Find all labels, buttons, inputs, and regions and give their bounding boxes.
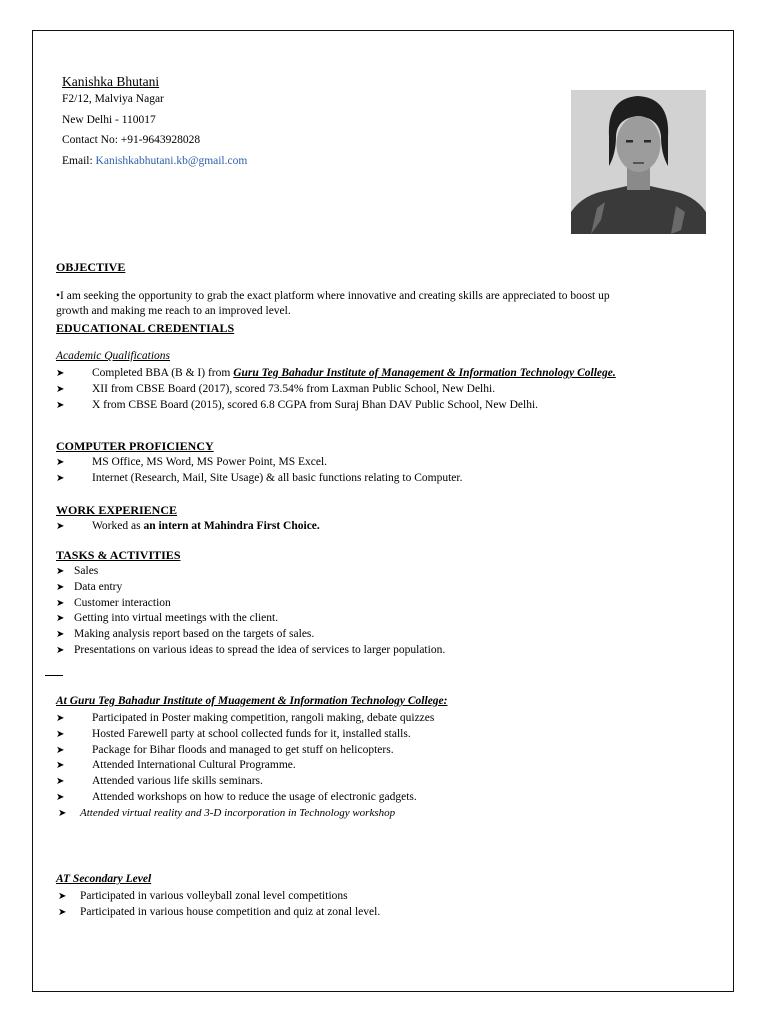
college-item-text: Attended International Cultural Programme. xyxy=(92,759,296,772)
task-item-text: Getting into virtual meetings with the client. xyxy=(74,612,279,625)
college-item-text: Hosted Farewell party at school collected funds for it, installed stalls. xyxy=(92,727,411,740)
college-heading: At Guru Teg Bahadur Institute of Muagement & Information Technology College: xyxy=(56,695,448,707)
task-item-text: Presentations on various ideas to spread the idea of services to larger population. xyxy=(74,643,446,656)
arrow-bullet-icon: ➤ xyxy=(56,457,65,468)
arrow-bullet-icon: ➤ xyxy=(56,644,65,656)
arrow-bullet-icon: ➤ xyxy=(56,521,65,532)
arrow-bullet-icon: ➤ xyxy=(56,744,65,756)
education-heading: EDUCATIONAL CREDENTIALS xyxy=(56,321,235,335)
arrow-bullet-icon: ➤ xyxy=(56,566,65,577)
contact-number: Contact No: +91-9643928028 xyxy=(62,134,201,146)
email-line xyxy=(62,155,247,167)
arrow-bullet-icon: ➤ xyxy=(58,906,67,918)
secondary-item-text: Participated in various volleyball zonal level competitions xyxy=(80,890,348,902)
education-item-text: XII from CBSE Board (2017), scored 73.54% from Laxman Public School, New Delhi. xyxy=(92,382,496,395)
email-link[interactable]: Kanishkabhutani.kb@gmail.com xyxy=(95,155,248,167)
arrow-bullet-icon: ➤ xyxy=(56,760,65,772)
objective-heading: OBJECTIVE xyxy=(56,260,126,274)
college-item-text: Participated in Poster making competition, rangoli making, debate quizzes xyxy=(92,712,435,724)
email-label: Email: xyxy=(62,155,96,167)
candidate-name: Kanishka Bhutani xyxy=(62,74,160,89)
objective-line-1: •I am seeking the opportunity to grab the exact platform where innovative and creating skills are appreciated to boost up xyxy=(56,290,610,302)
address-line-1: F2/12, Malviya Nagar xyxy=(62,93,164,105)
task-item-text: Making analysis report based on the targets of sales. xyxy=(74,628,315,641)
college-item-text: Attended workshops on how to reduce the usage of electronic gadgets. xyxy=(92,790,417,803)
arrow-bullet-icon: ➤ xyxy=(56,472,65,484)
computer-heading: COMPUTER PROFICIENCY xyxy=(56,439,214,453)
arrow-bullet-icon: ➤ xyxy=(56,399,65,411)
education-item-text: X from CBSE Board (2015), scored 6.8 CGPA from Suraj Bhan DAV Public School, New Delhi. xyxy=(92,398,539,411)
work-item-text: Worked as xyxy=(92,520,144,532)
secondary-item-text: Participated in various house competition and quiz at zonal level. xyxy=(80,905,381,918)
profile-photo xyxy=(571,90,706,234)
separator-dash xyxy=(45,675,63,676)
college-item-text: Attended virtual reality and 3-D incorporation in Technology workshop xyxy=(80,806,396,819)
arrow-bullet-icon: ➤ xyxy=(56,728,65,740)
arrow-bullet-icon: ➤ xyxy=(56,791,65,803)
secondary-heading: AT Secondary Level xyxy=(56,873,152,885)
college-item-text: Attended various life skills seminars. xyxy=(92,775,263,788)
address-line-2: New Delhi - 110017 xyxy=(62,114,156,126)
objective-line-2: growth and making me reach to an improved level. xyxy=(56,305,291,317)
college-item-text: Package for Bihar floods and managed to get stuff on helicopters. xyxy=(92,743,394,756)
arrow-bullet-icon: ➤ xyxy=(58,891,67,902)
education-item-text: Completed BBA (B & I) from xyxy=(92,367,234,379)
work-heading: WORK EXPERIENCE xyxy=(56,503,178,517)
arrow-bullet-icon: ➤ xyxy=(58,807,67,819)
arrow-bullet-icon: ➤ xyxy=(56,383,65,395)
computer-item-text: MS Office, MS Word, MS Power Point, MS Excel. xyxy=(92,456,328,468)
task-item-text: Customer interaction xyxy=(74,596,171,609)
work-item-company: an intern at Mahindra First Choice. xyxy=(143,520,320,532)
arrow-bullet-icon: ➤ xyxy=(56,597,65,609)
academic-subheading: Academic Qualifications xyxy=(56,350,171,362)
task-item-text: Data entry xyxy=(74,580,123,593)
arrow-bullet-icon: ➤ xyxy=(56,713,65,724)
task-item-text: Sales xyxy=(74,565,99,577)
arrow-bullet-icon: ➤ xyxy=(56,613,65,625)
arrow-bullet-icon: ➤ xyxy=(56,776,65,788)
college-name: Guru Teg Bahadur Institute of Management & Information Technology College. xyxy=(233,367,616,379)
arrow-bullet-icon: ➤ xyxy=(56,581,65,593)
tasks-heading: TASKS & ACTIVITIES xyxy=(56,548,181,562)
arrow-bullet-icon: ➤ xyxy=(56,368,65,379)
arrow-bullet-icon: ➤ xyxy=(56,629,65,641)
computer-item-text: Internet (Research, Mail, Site Usage) & all basic functions relating to Computer. xyxy=(92,471,463,484)
